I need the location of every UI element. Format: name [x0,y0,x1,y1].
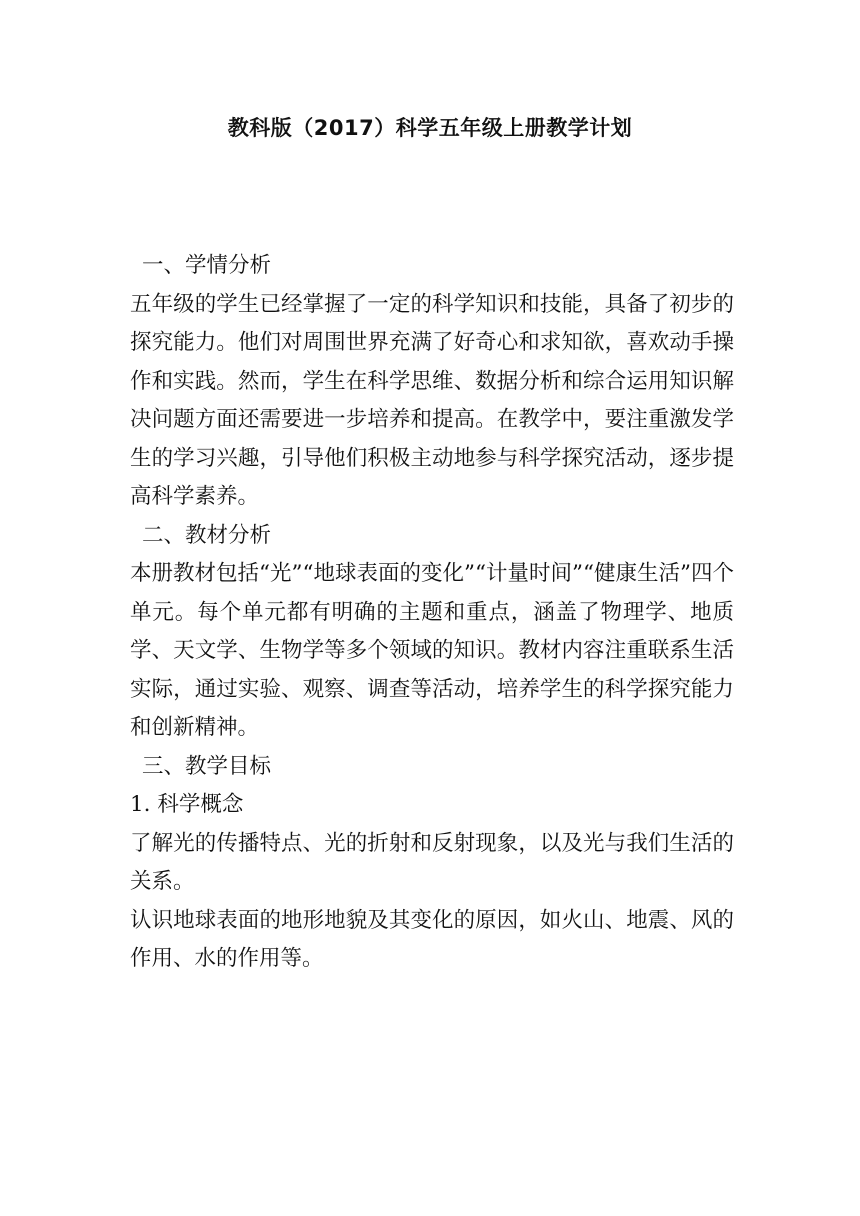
paragraph-light-concepts: 了解光的传播特点、光的折射和反射现象，以及光与我们生活的关系。 [130,830,734,894]
paragraph-textbook-analysis: 本册教材包括“光”“地球表面的变化”“计量时间”“健康生活”四个单元。每个单元都有明确的主题和重点，涵盖了物理学、地质学、天文学、生物学等多个领域的知识。教材内容注重联系生活实际，通过实验、观察、调查等活动，培养学生的科学探究能力和创新精神。 [130,561,734,740]
subheading-science-concepts: 1. 科学概念 [130,792,244,817]
paragraph-learner-analysis: 五年级的学生已经掌握了一定的科学知识和技能，具备了初步的探究能力。他们对周围世界充满了好奇心和求知欲，喜欢动手操作和实践。然而，学生在科学思维、数据分析和综合运用知识解决问题方面还需要进一步培养和提高。在教学中，要注重激发学生的学习兴趣，引导他们积极主动地参与科学探究活动，逐步提高科学素养。 [130,291,734,509]
paragraph-earth-surface-concepts: 认识地球表面的地形地貌及其变化的原因，如火山、地震、风的作用、水的作用等。 [130,907,734,971]
section-heading-textbook-analysis: 二、教材分析 [142,522,272,548]
section-heading-learner-analysis: 一、学情分析 [142,253,272,278]
section-heading-teaching-goals: 三、教学目标 [142,753,272,779]
document-title: 教科版（2017）科学五年级上册教学计划 [227,116,633,140]
document-body [130,247,734,979]
